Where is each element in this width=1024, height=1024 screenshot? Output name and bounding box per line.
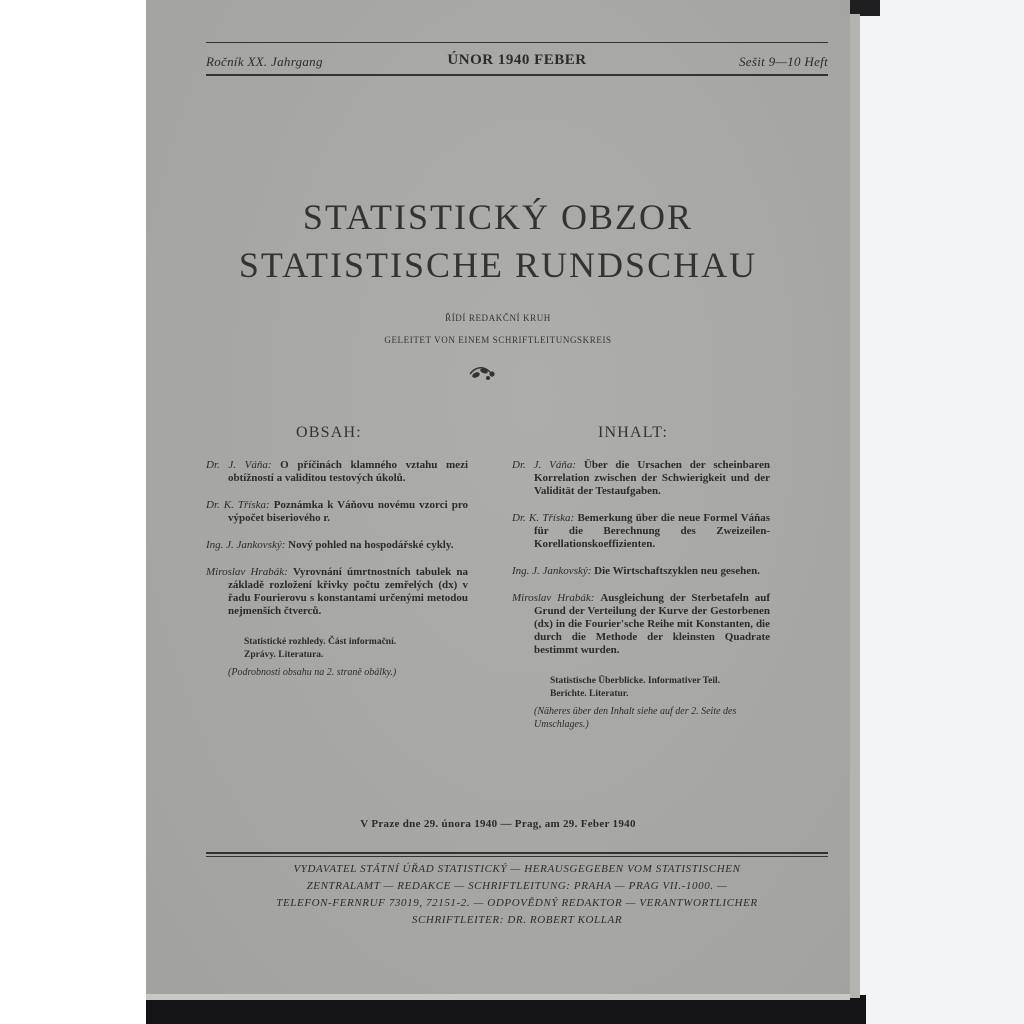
contents-heading-german: INHALT:	[598, 424, 669, 441]
toc-title: Die Wirtschaftszyklen neu gesehen.	[594, 565, 760, 577]
magazine-cover	[146, 0, 850, 1000]
toc-author: Ing. J. Jankovský:	[206, 539, 286, 551]
toc-entry	[206, 499, 468, 525]
toc-title: Ausgleichung der Sterbetafeln auf Grund der Verteilung der Kurve der Gestorbenen (dx) in die Fourier'sche Reihe mit Konstanten, die durch die Methode der kleinsten Quadrate bestimmt wurden.	[534, 592, 770, 656]
imprint-line: ZENTRALAMT — REDAKCE — SCHRIFTLEITUNG: PRAHA — PRAG VII.-1000. —	[306, 880, 728, 892]
contents-column-czech	[206, 459, 468, 679]
title-german: STATISTISCHE RUNDSCHAU	[238, 245, 758, 285]
toc-extras-line: Statistické rozhledy. Část informační.	[244, 637, 397, 647]
leaf-ornament-icon	[468, 362, 498, 384]
editorial-german: GELEITET VON EINEM SCHRIFTLEITUNGSKREIS	[384, 335, 612, 345]
toc-entry	[512, 459, 770, 498]
imprint-line: VYDAVATEL STÁTNÍ ÚŘAD STATISTICKÝ — HERAUSGEGEBEN VOM STATISTISCHEN	[293, 863, 741, 875]
toc-note: (Podrobnosti obsahu na 2. straně obálky.)	[228, 667, 397, 678]
publication-date: V Praze dne 29. února 1940 — Prag, am 29. Feber 1940	[360, 818, 636, 830]
toc-extras-line: Zprávy. Literatura.	[244, 650, 324, 660]
toc-entry	[206, 566, 468, 618]
toc-author: Dr. J. Váňa:	[206, 459, 272, 471]
issue-date: ÚNOR 1940 FEBER	[447, 52, 587, 68]
toc-author: Miroslav Hrabák:	[206, 566, 288, 578]
toc-title: Nový pohled na hospodářské cykly.	[288, 539, 454, 551]
toc-extras	[206, 636, 468, 662]
toc-entry	[512, 512, 770, 551]
toc-author: Dr. K. Tříska:	[512, 512, 575, 524]
background-right	[850, 0, 1024, 1024]
toc-note: (Näheres über den Inhalt siehe auf der 2. Seite des Umschlages.)	[534, 706, 737, 730]
toc-entry	[206, 459, 468, 485]
imprint-line: TELEFON-FERNRUF 73019, 72151-2. — ODPOVĚDNÝ REDAKTOR — VERANTWORTLICHER	[276, 897, 758, 909]
toc-author: Dr. J. Váňa:	[512, 459, 577, 471]
background-left	[0, 0, 146, 1024]
toc-title: O příčinách klamného vztahu mezi obtížností a validitou testových úkolů.	[228, 459, 469, 484]
toc-author: Miroslav Hrabák:	[512, 592, 595, 604]
issue-number: Sešit 9—10 Heft	[739, 54, 828, 69]
toc-entry	[206, 539, 468, 552]
toc-entry	[512, 565, 770, 578]
imprint-line: SCHRIFTLEITER: DR. ROBERT KOLLAR	[411, 914, 623, 926]
toc-title: Poznámka k Váňovu novému vzorci pro výpočet biseriového r.	[228, 499, 469, 524]
contents-heading-czech: OBSAH:	[296, 424, 362, 441]
toc-title: Bemerkung über die neue Formel Váňas für die Berechnung des Zweizeilen-Korellationskoeffizienten.	[534, 512, 771, 550]
toc-extras-line: Berichte. Literatur.	[550, 689, 629, 699]
title-czech: STATISTICKÝ OBZOR	[302, 197, 694, 237]
toc-extras	[512, 675, 770, 701]
toc-title: Vyrovnání úmrtnostních tabulek na základě rozložení křivky počtu zemřelých (dx) v řadu Fourierovu s konstantami určenými metodou nejmenších čtverců.	[228, 566, 468, 617]
footer-rule-top	[206, 852, 828, 854]
top-rule	[206, 42, 828, 43]
toc-author: Dr. K. Tříska:	[206, 499, 270, 511]
publisher-imprint	[206, 861, 828, 929]
toc-author: Ing. J. Jankovský:	[512, 565, 592, 577]
volume-label: Ročník XX. Jahrgang	[206, 54, 323, 69]
footer-rule-top-thin	[206, 856, 828, 857]
contents-column-german	[512, 459, 770, 731]
toc-entry	[512, 592, 770, 657]
toc-title: Über die Ursachen der scheinbaren Korrelation zwischen der Schwierigkeit und der Validität der Testaufgaben.	[534, 459, 770, 497]
toc-extras-line: Statistische Überblicke. Informativer Teil.	[550, 676, 721, 686]
masthead-rule	[206, 74, 828, 76]
editorial-czech: ŘÍDÍ REDAKČNÍ KRUH	[445, 313, 551, 323]
masthead-row	[206, 52, 828, 72]
